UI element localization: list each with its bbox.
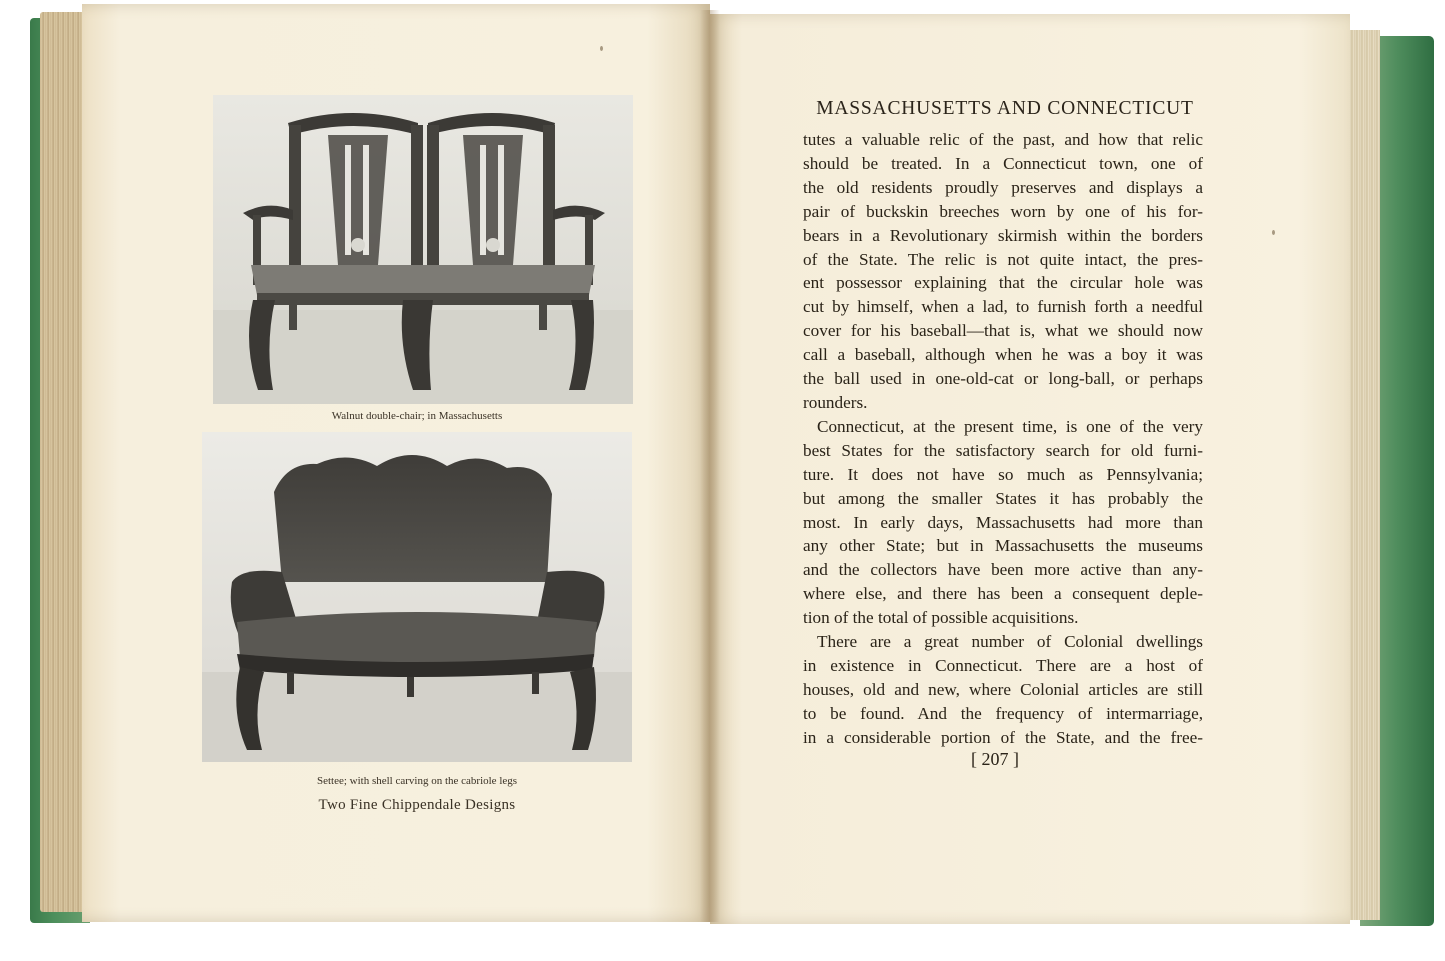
text-line: where else, and there has been a consequent deple- bbox=[803, 584, 1203, 604]
text-line: any other State; but in Massachusetts the museums bbox=[803, 536, 1203, 556]
text-line: the ball used in one-old-cat or long-ball, or perhaps bbox=[803, 369, 1203, 389]
text-line: houses, old and new, where Colonial articles are still bbox=[803, 679, 1203, 699]
text-line: of the State. The relic is not quite intact, the pres- bbox=[803, 249, 1203, 269]
settee-caption: Settee; with shell carving on the cabriole legs bbox=[316, 775, 518, 787]
paper-speck bbox=[600, 46, 603, 51]
plate-title: Two Fine Chippendale Designs bbox=[318, 797, 516, 813]
text-line: cover for his baseball—that is, what we should now bbox=[803, 321, 1203, 341]
paper-speck bbox=[1272, 230, 1275, 235]
text-line: but among the smaller States it has probably the bbox=[803, 488, 1203, 508]
double-chair-caption: Walnut double-chair; in Massachusetts bbox=[331, 410, 503, 422]
text-line: the old residents proudly preserves and displays a bbox=[803, 177, 1203, 197]
text-line: in existence in Connecticut. There are a host of bbox=[803, 655, 1203, 675]
text-line: pair of buckskin breeches worn by one of his for- bbox=[803, 201, 1203, 221]
running-head: MASSACHUSETTS AND CONNECTICUT bbox=[816, 98, 1194, 119]
text-line: tion of the total of possible acquisitions. bbox=[803, 608, 1079, 628]
settee-photo bbox=[202, 432, 632, 762]
text-line: most. In early days, Massachusetts had more than bbox=[803, 512, 1203, 532]
text-line: ture. It does not have so much as Pennsylvania; bbox=[803, 464, 1203, 484]
text-line: Connecticut, at the present time, is one of the very bbox=[817, 416, 1203, 436]
text-line: should be treated. In a Connecticut town, one of bbox=[803, 153, 1203, 173]
text-line: tutes a valuable relic of the past, and how that relic bbox=[803, 130, 1203, 149]
text-line: and the collectors have been more active than any- bbox=[803, 560, 1203, 580]
text-line: cut by himself, when a lad, to furnish forth a needful bbox=[803, 297, 1203, 317]
text-line: bears in a Revolutionary skirmish within the borders bbox=[803, 225, 1203, 245]
text-line: ent possessor explaining that the circular hole was bbox=[803, 273, 1203, 293]
double-chair-photo bbox=[213, 95, 633, 404]
text-line: There are a great number of Colonial dwellings bbox=[817, 632, 1203, 652]
page-number: [ 207 ] bbox=[971, 749, 1019, 769]
body-text bbox=[803, 128, 1203, 750]
text-line: in a considerable portion of the State, and the free- bbox=[803, 727, 1203, 747]
text-line: call a baseball, although when he was a boy it was bbox=[803, 345, 1203, 365]
book-gutter bbox=[700, 10, 720, 922]
text-line: to be found. And the frequency of intermarriage, bbox=[803, 703, 1203, 723]
text-line: rounders. bbox=[803, 392, 868, 412]
text-line: best States for the satisfactory search for old furni- bbox=[803, 440, 1203, 460]
